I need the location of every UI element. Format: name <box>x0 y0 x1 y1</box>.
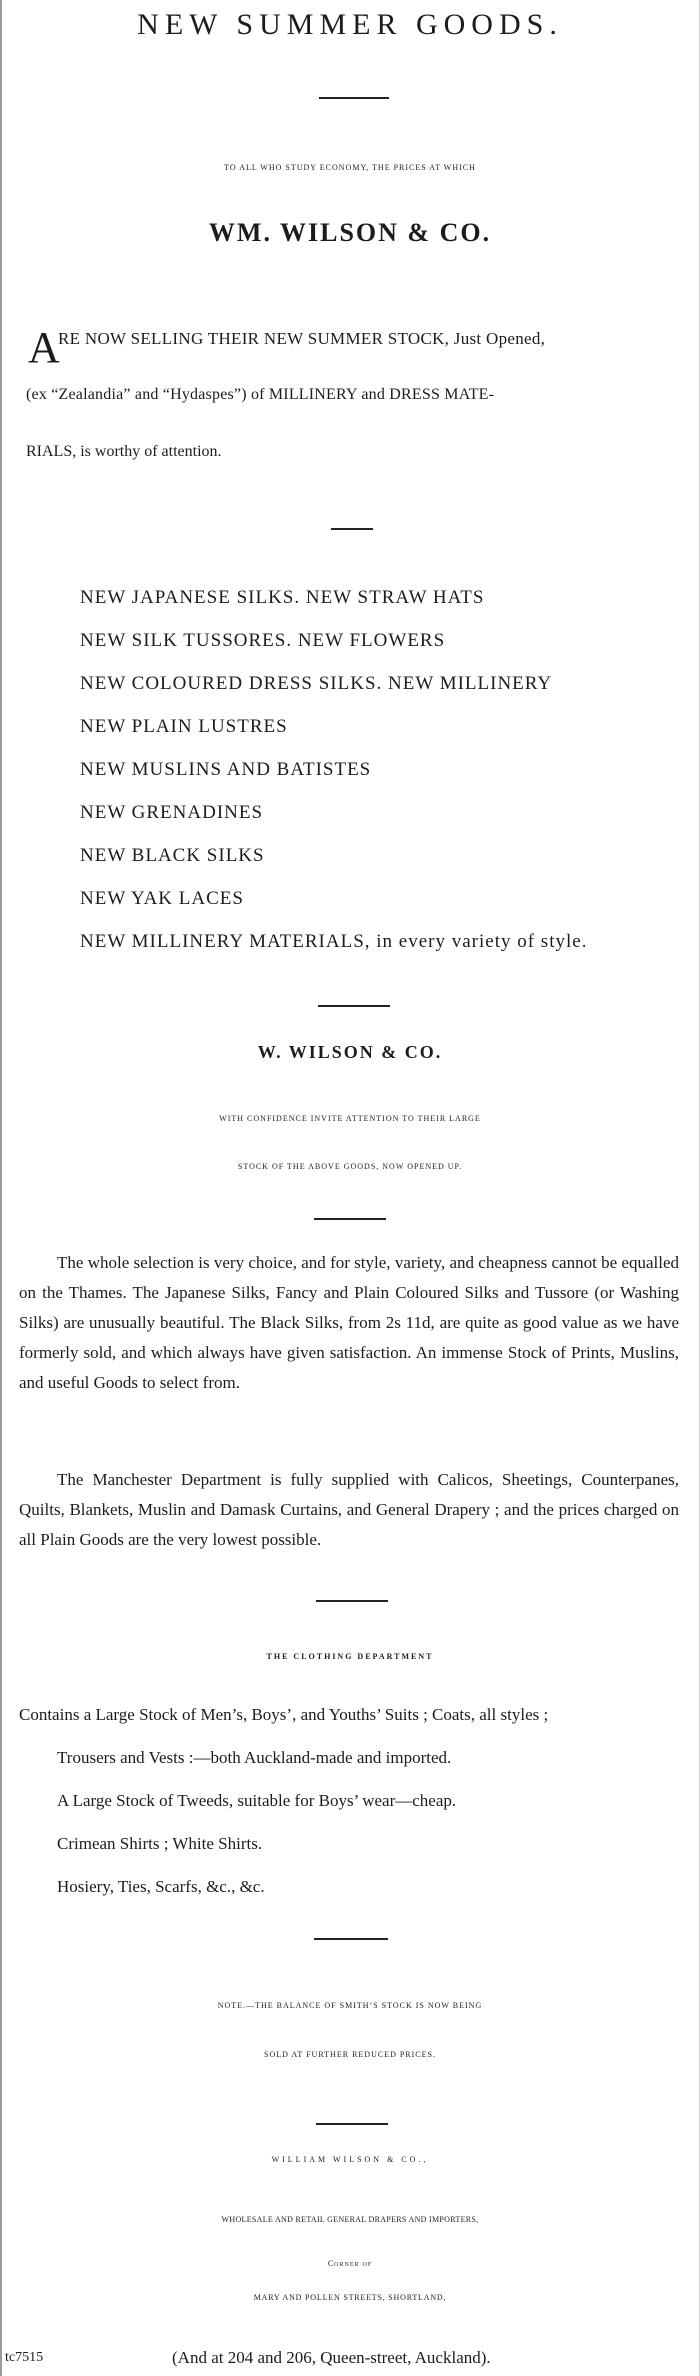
firm-name-subheading: W. WILSON & CO. <box>257 1042 443 1062</box>
intro-line-3: RIALS, is worthy of attention. <box>26 443 222 460</box>
footer-streets: MARY AND POLLEN STREETS, SHORTLAND, <box>253 2293 447 2302</box>
firm-name-heading: WM. WILSON & CO. <box>208 218 492 247</box>
clothing-line-2: Trousers and Vests :—both Auckland-made and imported. <box>57 1748 452 1767</box>
divider-rule <box>316 2123 388 2125</box>
divider-rule <box>318 1005 390 1007</box>
intro-line-2: (ex “Zealandia” and “Hydaspes”) of MILLINERY and DRESS MATE- <box>26 386 495 403</box>
intro-line-1: RE NOW SELLING THEIR NEW SUMMER STOCK, Just Opened, <box>58 329 546 348</box>
ad-reference-code: tc7515 <box>5 2350 44 2365</box>
divider-rule <box>314 1938 388 1940</box>
goods-list-item: NEW COLOURED DRESS SILKS. NEW MILLINERY <box>80 673 553 694</box>
goods-list-item: NEW MILLINERY MATERIALS, in every variety of style. <box>80 931 588 952</box>
note-line-2: SOLD AT FURTHER REDUCED PRICES. <box>264 2050 436 2059</box>
divider-rule <box>314 1218 386 1220</box>
selection-paragraph: The whole selection is very choice, and for style, variety, and cheapness cannot be equalled on the Thames. The Japanese Silks, Fancy and Plain Coloured Silks and Tussore (or Washing Silks) are unusually beautiful. The Black Silks, from 2s 11d, are quite as good value as we have formerly sold, and which always have given satisfaction. An immense Stock of Prints, Muslins, and useful Goods to select from. <box>19 1253 679 1392</box>
clothing-line-5: Hosiery, Ties, Scarfs, &c., &c. <box>57 1877 265 1896</box>
column-edge-left <box>0 0 2 2376</box>
goods-list-item: NEW SILK TUSSORES. NEW FLOWERS <box>80 630 446 651</box>
footer-trade-line: WHOLESALE AND RETAIL GENERAL DRAPERS AND IMPORTERS, <box>221 2215 479 2224</box>
goods-list-item: NEW PLAIN LUSTRES <box>80 716 288 737</box>
divider-rule <box>319 97 389 99</box>
economy-line: TO ALL WHO STUDY ECONOMY, THE PRICES AT WHICH <box>224 163 476 172</box>
ad-title: NEW SUMMER GOODS. <box>137 8 563 41</box>
clothing-line-4: Crimean Shirts ; White Shirts. <box>57 1834 263 1853</box>
short-divider-rule <box>331 528 373 530</box>
goods-list-item: NEW JAPANESE SILKS. NEW STRAW HATS <box>80 587 485 608</box>
footer-corner-of: Corner of <box>327 2259 373 2268</box>
clothing-line-3: A Large Stock of Tweeds, suitable for Boys’ wear—cheap. <box>57 1791 457 1810</box>
footer-firm-name: WILLIAM WILSON & CO., <box>271 2155 429 2164</box>
goods-list-item: NEW YAK LACES <box>80 888 244 909</box>
confidence-line-1: WITH CONFIDENCE INVITE ATTENTION TO THEIR LARGE <box>219 1114 481 1123</box>
goods-list-item: NEW MUSLINS AND BATISTES <box>80 759 372 780</box>
drop-cap: A <box>28 323 60 372</box>
note-line-1: NOTE.—THE BALANCE OF SMITH’S STOCK IS NOW BEING <box>217 2001 483 2010</box>
clothing-line-1: Contains a Large Stock of Men’s, Boys’, and Youths’ Suits ; Coats, all styles ; <box>19 1705 549 1724</box>
clothing-heading: THE CLOTHING DEPARTMENT <box>266 1652 434 1661</box>
goods-list-item: NEW GRENADINES <box>80 802 264 823</box>
manchester-paragraph: The Manchester Department is fully supplied with Calicos, Sheetings, Counterpanes, Quilts, Blankets, Muslin and Damask Curtains, and General Drapery ; and the prices charged on all Plain Goods are the very lowest possible. <box>19 1470 679 1549</box>
confidence-line-2: STOCK OF THE ABOVE GOODS, NOW OPENED UP. <box>237 1162 463 1171</box>
footer-branch-line: (And at 204 and 206, Queen-street, Auckland). <box>172 2348 491 2367</box>
divider-rule <box>316 1600 388 1602</box>
goods-list-item: NEW BLACK SILKS <box>80 845 265 866</box>
